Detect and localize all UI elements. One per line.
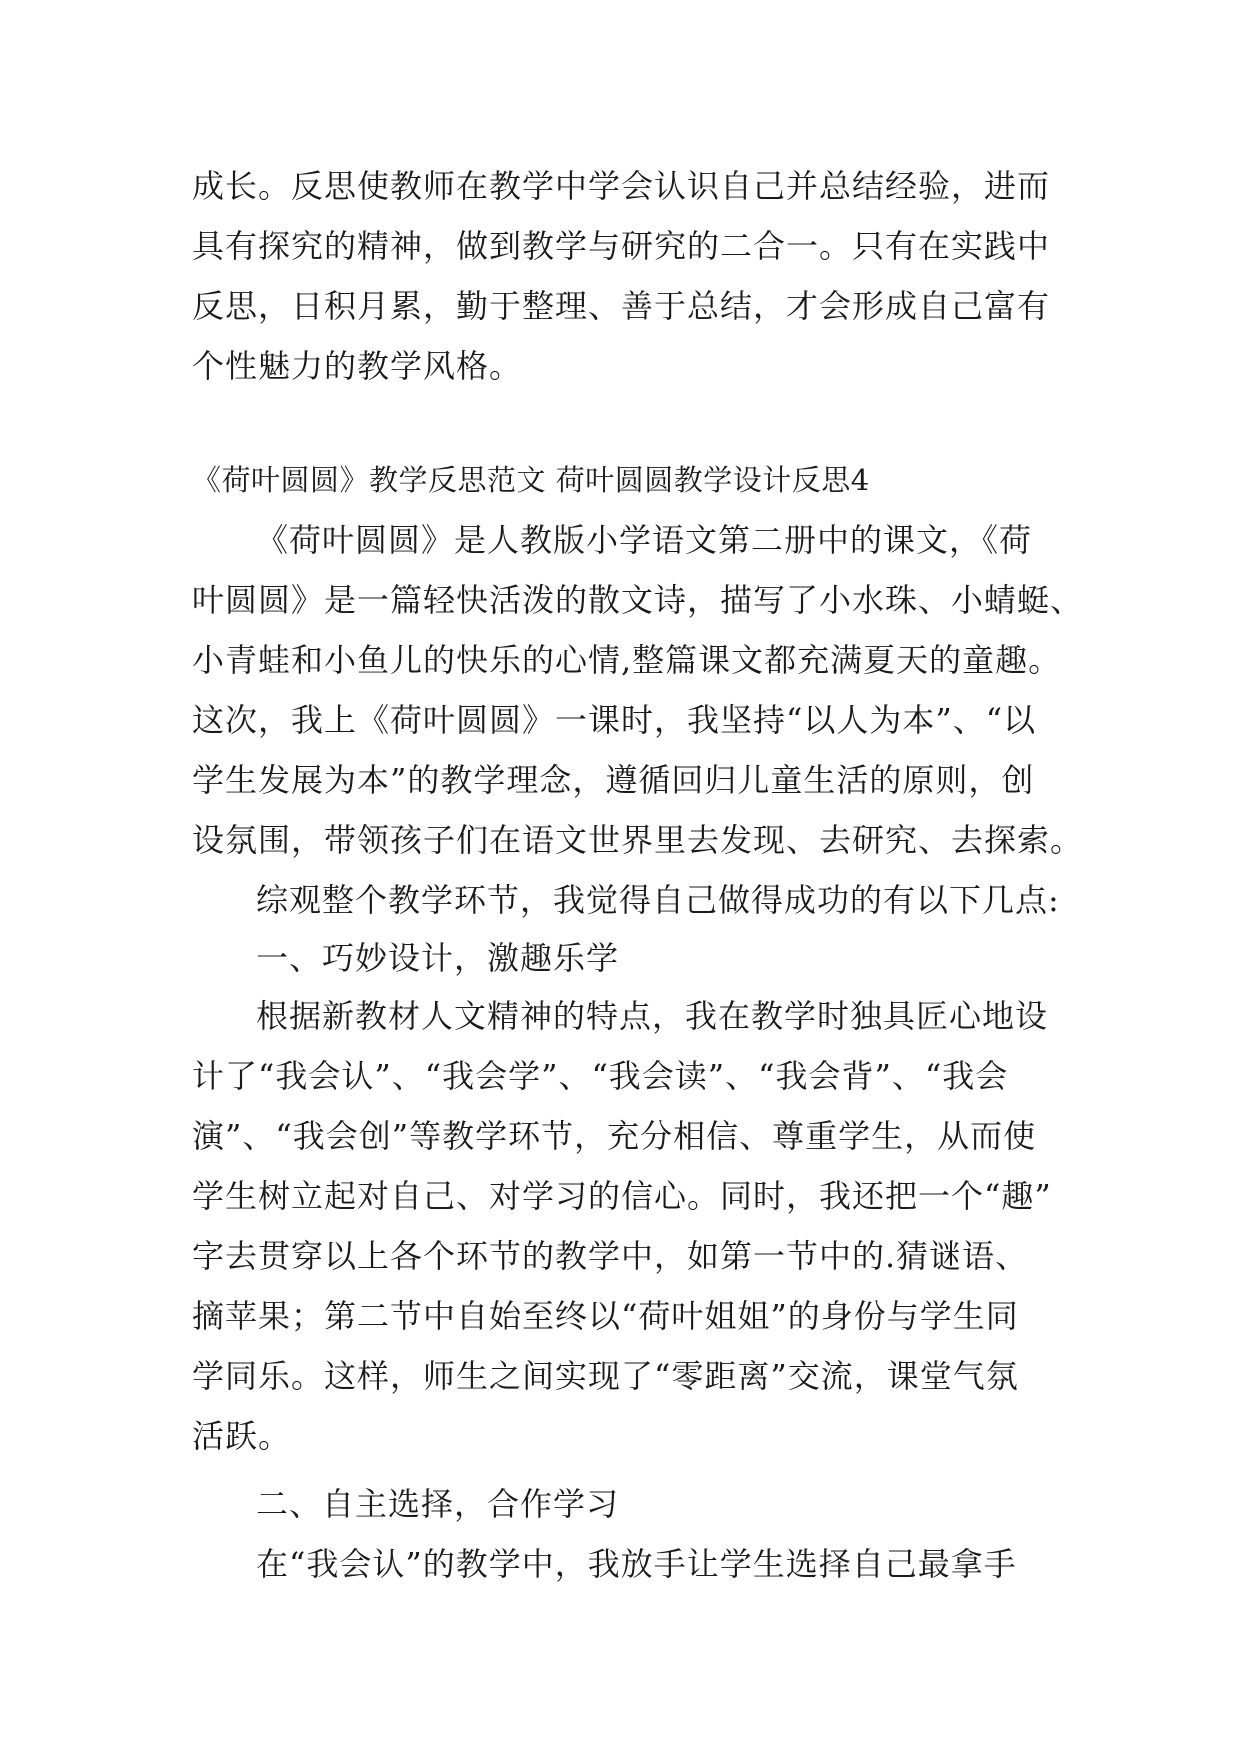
- text-line: 综观整个教学环节，我觉得自己做得成功的有以下几点:: [256, 881, 1060, 919]
- text-line: 这次，我上《荷叶圆圆》一课时，我坚持“以人为本”、“以: [192, 701, 1037, 739]
- text-line: 在“我会认”的教学中，我放手让学生选择自己最拿手: [256, 1545, 1017, 1583]
- text-line: 活跃。: [192, 1417, 292, 1455]
- text-line: 《荷叶圆圆》是人教版小学语文第二册中的课文，《荷: [256, 521, 1033, 559]
- text-line: 学同乐。这样，师生之间实现了“零距离”交流，课堂气氛: [192, 1357, 1019, 1395]
- text-line: 学生树立起对自己、对学习的信心。同时，我还把一个“趣”: [192, 1177, 1052, 1215]
- text-line: 个性魅力的教学风格。: [192, 347, 523, 385]
- text-line: 计了“我会认”、“我会学”、“我会读”、“我会背”、“我会: [192, 1057, 1009, 1095]
- subheading: 二、自主选择，合作学习: [256, 1485, 620, 1523]
- text-line: 成长。反思使教师在教学中学会认识自己并总结经验，进而: [192, 167, 1051, 205]
- text-line: 叶圆圆》是一篇轻快活泼的散文诗，描写了小水珠、小蜻蜓、: [192, 581, 1084, 619]
- text-line: 学生发展为本”的教学理念，遵循回归儿童生活的原则，创: [192, 761, 1035, 799]
- text-line: 小青蛙和小鱼儿的快乐的心情,整篇课文都充满夏天的童趣。: [192, 641, 1062, 679]
- text-line: 字去贯穿以上各个环节的教学中，如第一节中的.猜谜语、: [192, 1237, 1029, 1275]
- text-line: 具有探究的精神，做到教学与研究的二合一。只有在实践中: [192, 227, 1051, 265]
- text-line: 根据新教材人文精神的特点，我在教学时独具匠心地设: [256, 997, 1049, 1035]
- section-title: 《荷叶圆圆》教学反思范文 荷叶圆圆教学设计反思4: [192, 463, 870, 497]
- text-line: 反思，日积月累，勤于整理、善于总结，才会形成自己富有: [192, 287, 1051, 325]
- text-line: 摘苹果；第二节中自始至终以“荷叶姐姐”的身份与学生同: [192, 1297, 1019, 1335]
- subheading: 一、巧妙设计，激趣乐学: [256, 939, 620, 977]
- text-line: 演”、“我会创”等教学环节，充分相信、尊重学生，从而使: [192, 1117, 1037, 1155]
- text-line: 设氛围，带领孩子们在语文世界里去发现、去研究、去探索。: [192, 821, 1084, 859]
